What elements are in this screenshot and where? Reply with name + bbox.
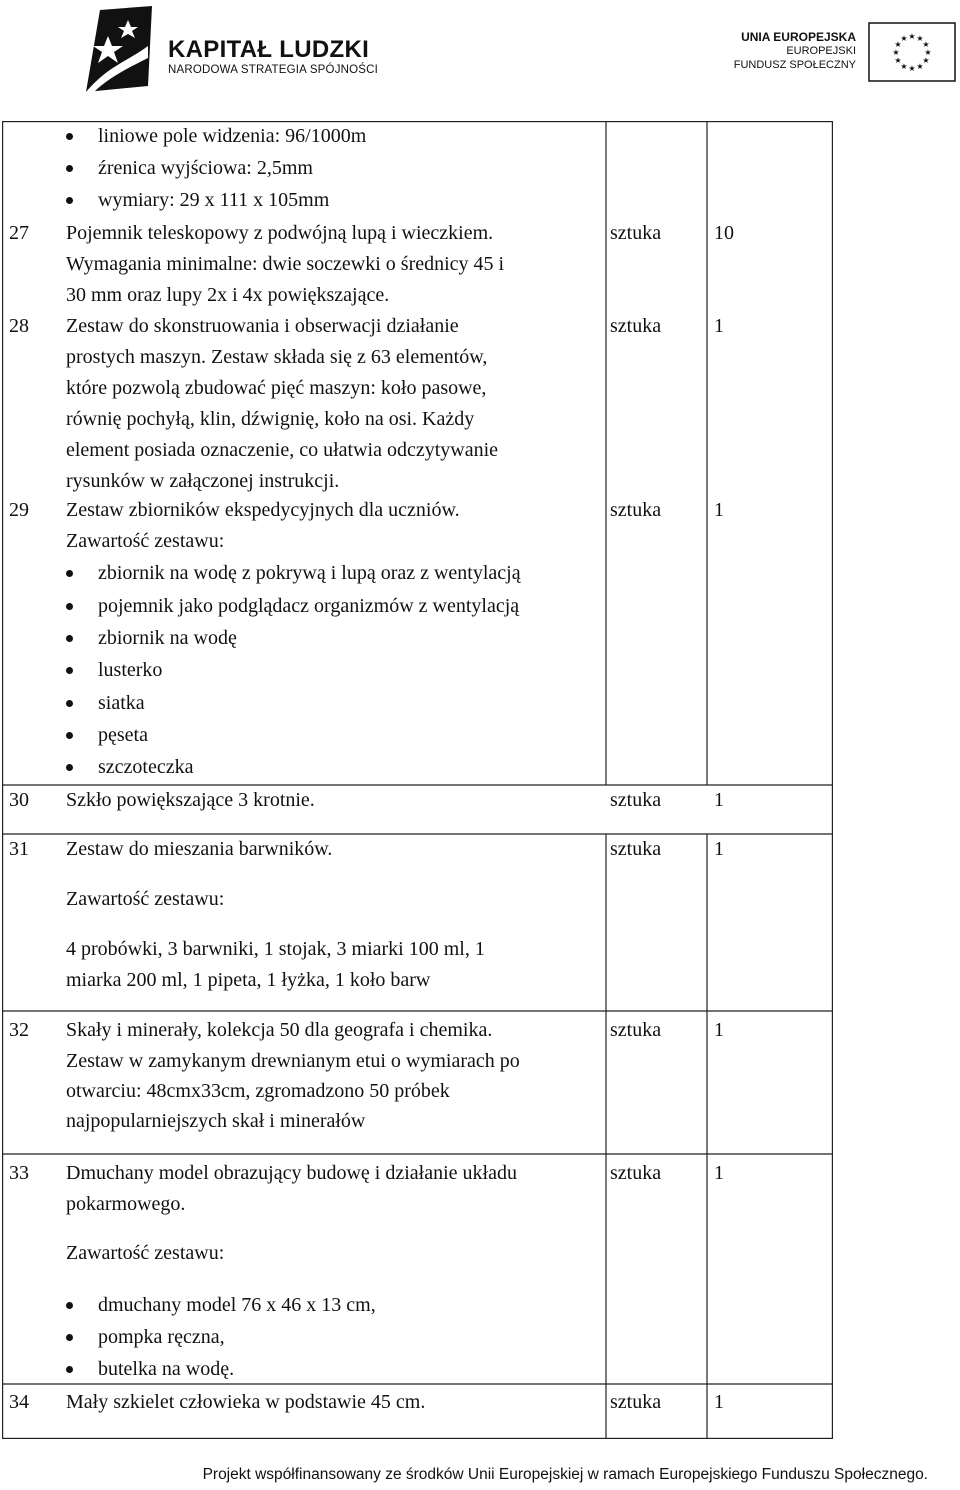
row-unit: sztuka xyxy=(610,222,662,244)
items-table xyxy=(2,121,833,1439)
eu-line3: FUNDUSZ SPOŁECZNY xyxy=(733,59,856,71)
row-description-line: Zestaw w zamykanym drewnianym etui o wymiarach po xyxy=(66,1050,520,1072)
row-number: 33 xyxy=(9,1162,29,1184)
kapital-ludzki-title: KAPITAŁ LUDZKI xyxy=(168,36,370,63)
bullet-icon xyxy=(66,635,73,642)
row-bullet-text: pęseta xyxy=(98,724,148,746)
svg-text:★: ★ xyxy=(922,56,930,65)
svg-text:★: ★ xyxy=(908,64,916,73)
row-unit: sztuka xyxy=(610,1391,662,1413)
page-footer xyxy=(0,1466,960,1484)
bullet-icon xyxy=(66,570,73,577)
bullet-icon xyxy=(66,133,73,140)
row-description-line: które pozwolą zbudować pięć maszyn: koło pasowe, xyxy=(66,377,487,399)
row-bullet-text: zbiornik na wodę z pokrywą i lupą oraz z wentylacją xyxy=(98,562,521,584)
row-quantity: 1 xyxy=(714,499,724,521)
row-bullet-text: zbiornik na wodę xyxy=(98,627,237,649)
row-bullet-text: lusterko xyxy=(98,659,163,681)
row-description-line: równię pochyłą, klin, dźwignię, koło na osi. Każdy xyxy=(66,408,475,430)
row-description-line: Zestaw do mieszania barwników. xyxy=(66,838,333,860)
row-number: 29 xyxy=(9,499,29,521)
eu-logo-text xyxy=(734,30,856,72)
row-bullet-text: siatka xyxy=(98,692,145,714)
row-number: 34 xyxy=(9,1391,29,1413)
row-unit: sztuka xyxy=(610,789,662,811)
kapital-ludzki-logo-icon xyxy=(78,6,156,92)
bullet-icon xyxy=(66,197,73,204)
svg-text:★: ★ xyxy=(900,62,908,71)
row-description-line: Szkło powiększające 3 krotnie. xyxy=(66,789,315,811)
bullet-icon xyxy=(66,667,73,674)
bullet-icon xyxy=(66,1366,73,1373)
row-description-line: miarka 200 ml, 1 pipeta, 1 łyżka, 1 koło barw xyxy=(66,969,431,991)
svg-text:★: ★ xyxy=(916,34,924,43)
footer-text: Projekt współfinansowany ze środków Unii Europejskiej w ramach Europejskiego Funduszu Społecznego. xyxy=(202,1466,928,1483)
continuation-bullet-text: źrenica wyjściowa: 2,5mm xyxy=(98,157,313,179)
row-unit: sztuka xyxy=(610,1019,662,1041)
row-unit: sztuka xyxy=(610,499,662,521)
svg-text:★: ★ xyxy=(922,40,930,49)
row-bullet-text: szczoteczka xyxy=(98,756,194,778)
row-description-line: prostych maszyn. Zestaw składa się z 63 elementów, xyxy=(66,346,488,368)
row-quantity: 1 xyxy=(714,838,724,860)
row-number: 32 xyxy=(9,1019,29,1041)
row-description-line: Skały i minerały, kolekcja 50 dla geografa i chemika. xyxy=(66,1019,493,1041)
row-description-line: Mały szkielet człowieka w podstawie 45 cm. xyxy=(66,1391,426,1413)
svg-text:★: ★ xyxy=(908,32,916,41)
page-header xyxy=(0,0,960,100)
svg-text:★: ★ xyxy=(900,34,908,43)
svg-text:★: ★ xyxy=(894,56,902,65)
svg-text:★: ★ xyxy=(894,40,902,49)
row-description-line: element posiada oznaczenie, co ułatwia odczytywanie xyxy=(66,439,499,461)
kapital-ludzki-subtitle: NARODOWA STRATEGIA SPÓJNOŚCI xyxy=(168,64,379,76)
svg-text:★: ★ xyxy=(924,48,932,57)
row-bullet-text: dmuchany model 76 x 46 x 13 cm, xyxy=(98,1294,376,1316)
row-description-line: Zestaw do skonstruowania i obserwacji działanie xyxy=(66,315,459,337)
row-quantity: 1 xyxy=(714,789,724,811)
row-quantity: 1 xyxy=(714,1019,724,1041)
row-bullet-text: pompka ręczna, xyxy=(98,1326,225,1348)
row-number: 27 xyxy=(9,222,29,244)
row-description-line: Zawartość zestawu: xyxy=(66,530,225,552)
bullet-icon xyxy=(66,165,73,172)
row-description-line: 30 mm oraz lupy 2x i 4x powiększające. xyxy=(66,284,390,306)
row-number: 30 xyxy=(9,789,29,811)
row-quantity: 10 xyxy=(714,222,734,244)
bullet-icon xyxy=(66,700,73,707)
row-description-line: najpopularniejszych skał i minerałów xyxy=(66,1110,366,1132)
eu-line1: UNIA EUROPEJSKA xyxy=(741,30,856,44)
row-unit: sztuka xyxy=(610,315,662,337)
row-unit: sztuka xyxy=(610,1162,662,1184)
svg-text:★: ★ xyxy=(916,62,924,71)
continuation-bullet-text: liniowe pole widzenia: 96/1000m xyxy=(98,125,367,147)
row-number: 28 xyxy=(9,315,29,337)
row-description-line: Pojemnik teleskopowy z podwójną lupą i wieczkiem. xyxy=(66,222,494,244)
row-quantity: 1 xyxy=(714,1391,724,1413)
row-bullet-text: pojemnik jako podglądacz organizmów z wentylacją xyxy=(98,595,520,617)
svg-text:★: ★ xyxy=(892,48,900,57)
row-description-line: Dmuchany model obrazujący budowę i działanie układu xyxy=(66,1162,517,1184)
bullet-icon xyxy=(66,1302,73,1309)
row-description-line: 4 probówki, 3 barwniki, 1 stojak, 3 miarki 100 ml, 1 xyxy=(66,938,485,960)
row-description-line: Zawartość zestawu: xyxy=(66,888,225,910)
row-description-line: otwarciu: 48cmx33cm, zgromadzono 50 próbek xyxy=(66,1080,450,1102)
row-description-line: Wymagania minimalne: dwie soczewki o średnicy 45 i xyxy=(66,253,505,275)
bullet-icon xyxy=(66,732,73,739)
bullet-icon xyxy=(66,603,73,610)
bullet-icon xyxy=(66,1334,73,1341)
row-description-line: Zestaw zbiorników ekspedycyjnych dla uczniów. xyxy=(66,499,460,521)
row-unit: sztuka xyxy=(610,838,662,860)
row-quantity: 1 xyxy=(714,1162,724,1184)
bullet-icon xyxy=(66,764,73,771)
eu-line2: EUROPEJSKI xyxy=(786,45,856,57)
row-description-line: rysunków w załączonej instrukcji. xyxy=(66,470,340,492)
row-bullet-text: butelka na wodę. xyxy=(98,1358,235,1380)
row-number: 31 xyxy=(9,838,29,860)
row-quantity: 1 xyxy=(714,315,724,337)
eu-flag-icon xyxy=(868,22,956,82)
row-description-line: Zawartość zestawu: xyxy=(66,1242,225,1264)
continuation-bullet-text: wymiary: 29 x 111 x 105mm xyxy=(98,189,330,211)
row-description-line: pokarmowego. xyxy=(66,1193,186,1215)
